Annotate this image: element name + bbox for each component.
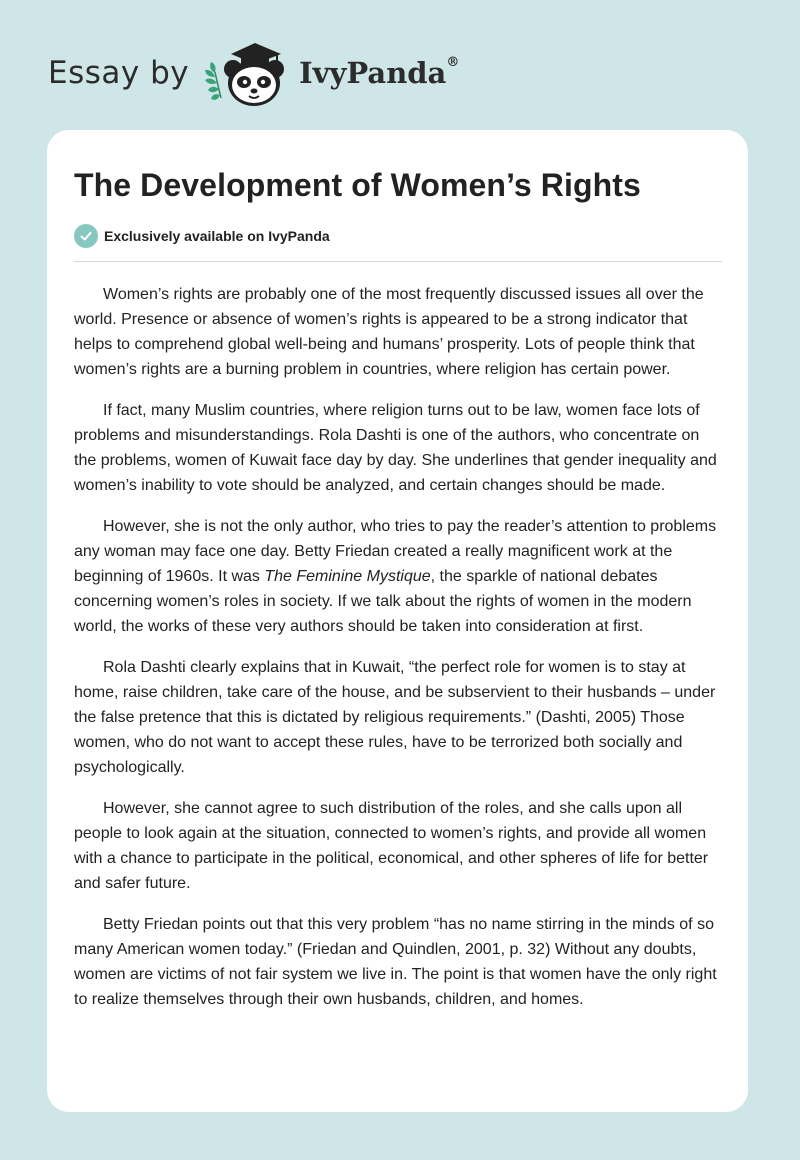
exclusive-badge-text: Exclusively available on IvyPanda	[104, 228, 330, 244]
paragraph-3-before: However, she is not the only author, who tries to pay the reader’s attention to problems any woman may face one day. Betty Friedan created a really magnificent work at the beginning of 1960s. It was	[74, 518, 717, 585]
check-icon	[74, 224, 98, 248]
paragraph-6: Betty Friedan points out that this very problem “has no name stirring in the minds of so many American women today.” (Friedan and Quindlen, 2001, p. 32) Without any doubts, women are victims of not fair system we live in. The point is that women have the only right to realize themselves through their own husbands, children, and homes.	[74, 916, 717, 1008]
brand-name[interactable]	[299, 56, 459, 90]
site-header	[48, 38, 459, 108]
essay-body	[74, 282, 722, 1012]
book-title-emphasis: The Feminine Mystique	[264, 568, 431, 585]
essay-title: The Development of Women’s Rights	[74, 167, 641, 203]
paragraph-2: If fact, many Muslim countries, where religion turns out to be law, women face lots of problems and misunderstandings. Rola Dashti is one of the authors, who concentrate on the problems, women of Kuwait face day by day. She underlines that gender inequality and women’s inability to vote should be analyzed, and certain changes should be made.	[74, 402, 717, 494]
paragraph-1: Women’s rights are probably one of the most frequently discussed issues all over the world. Presence or absence of women’s rights is appeared to be a strong indicator that helps to comprehend global well-being and humans’ prosperity. Lots of people think that women’s rights are a burning problem in countries, where religion has certain power.	[74, 286, 704, 378]
essay-by-label: Essay by	[48, 55, 190, 91]
exclusive-badge	[74, 224, 722, 248]
panda-graduate-icon[interactable]	[203, 37, 295, 109]
paragraph-4: Rola Dashti clearly explains that in Kuwait, “the perfect role for women is to stay at home, raise children, take care of the house, and be subservient to their husbands – under the false pretence that this is dictated by religious requirements.” (Dashti, 2005) Those women, who do not want to accept these rules, have to be terrorized both socially and psychologically.	[74, 659, 716, 776]
brand-text: IvyPanda	[299, 56, 447, 90]
paragraph-5: However, she cannot agree to such distribution of the roles, and she calls upon all people to look again at the situation, connected to women’s rights, and provide all women with a chance to participate in the political, economical, and other spheres of life for better and safer future.	[74, 800, 709, 892]
divider	[74, 261, 722, 262]
ivy-leaves-icon	[205, 62, 221, 100]
paragraph-3	[74, 514, 722, 639]
registered-mark: ®	[446, 55, 460, 71]
paragraph-3-after: , the sparkle of national debates concerning women’s roles in society. If we talk about the rights of women in the modern world, the works of these very authors should be taken into consideration at first.	[74, 568, 692, 635]
essay-card	[47, 130, 748, 1112]
